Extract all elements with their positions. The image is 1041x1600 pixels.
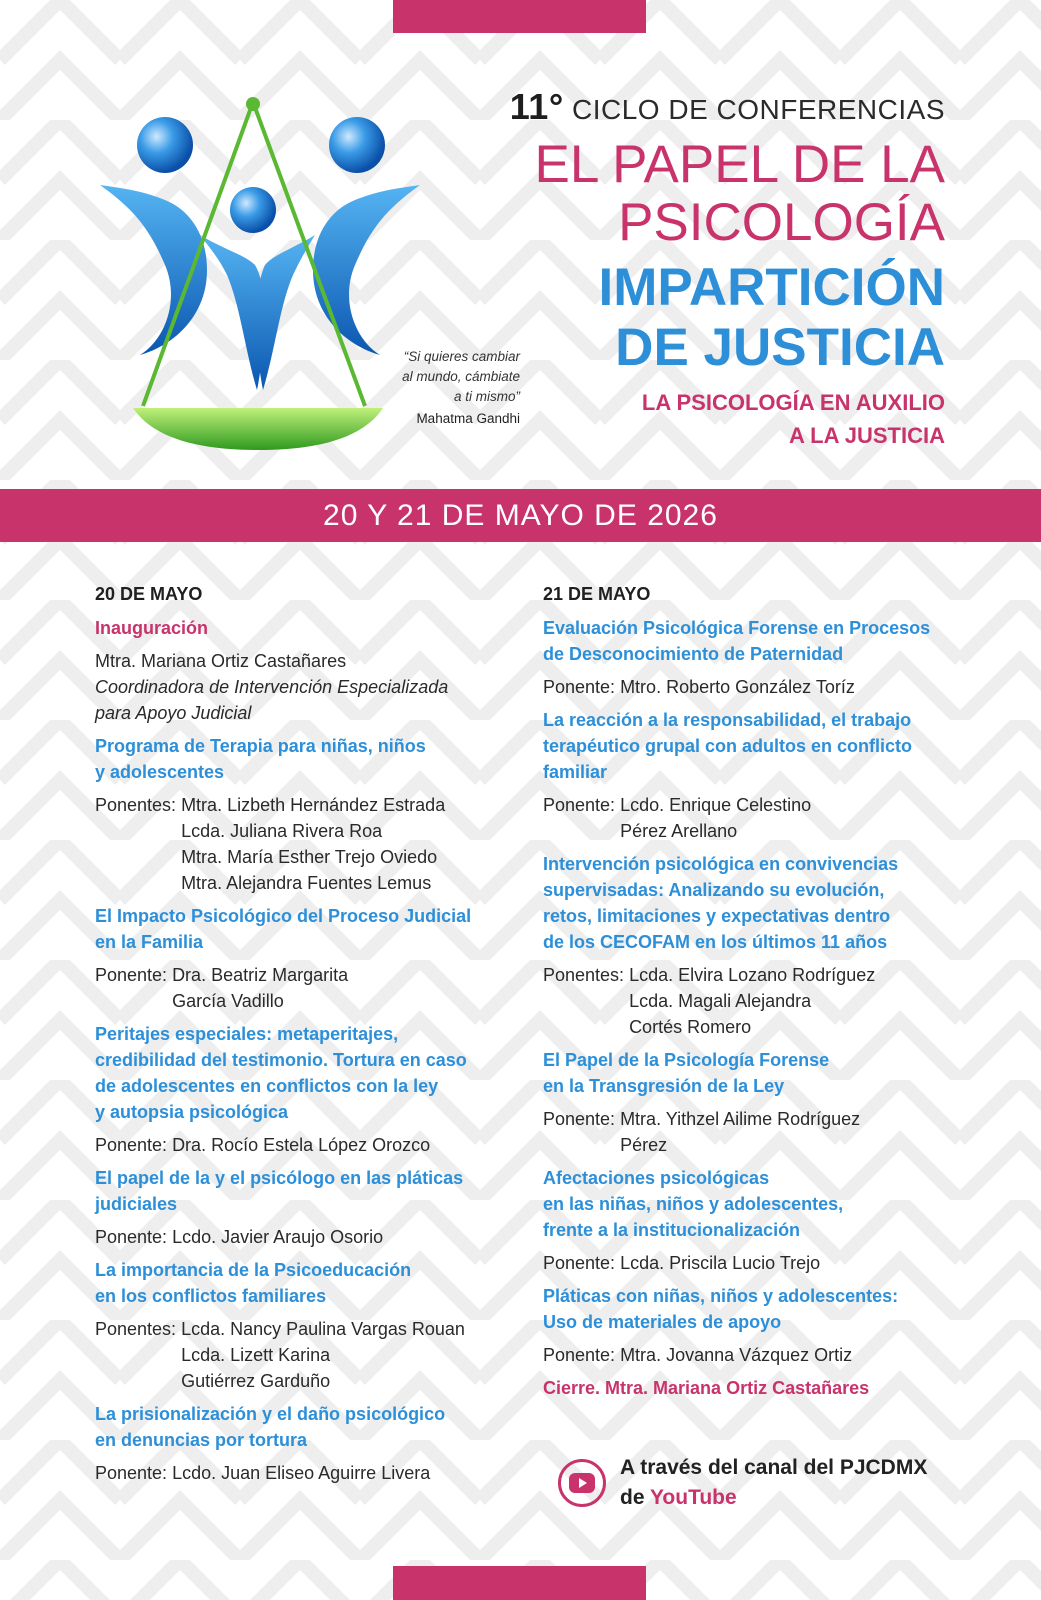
speaker-name: Mtra. Jovanna Vázquez Ortiz: [620, 1345, 853, 1365]
talk-title-line: en las niñas, niños y adolescentes,: [543, 1194, 844, 1214]
talk-item: [543, 615, 953, 700]
talk-title-line: en los conflictos familiares: [95, 1286, 327, 1306]
speaker-names: [615, 1342, 852, 1368]
day2-program: [543, 581, 953, 1401]
speaker-name: Lcdo. Juan Eliseo Aguirre Livera: [172, 1463, 431, 1483]
quote-line: “Si quieres cambiar: [403, 349, 520, 364]
talk-item: [543, 1047, 953, 1158]
day1-program: [95, 581, 515, 1493]
subtitle-line: LA PSICOLOGÍA EN AUXILIO: [641, 390, 945, 415]
talk-title: [543, 1283, 953, 1335]
speaker-label: Ponente:: [543, 1253, 616, 1273]
speaker-block: [95, 1460, 515, 1486]
talk-item: [95, 1257, 515, 1394]
speaker-block: [543, 962, 953, 1040]
opening-title: Inauguración: [95, 618, 209, 638]
talk-title-line: en la Familia: [95, 932, 204, 952]
speaker-name: Lcdo. Enrique Celestino: [620, 795, 812, 815]
talk-list: [95, 733, 515, 1486]
quote-author: Mahatma Gandhi: [416, 411, 520, 426]
opening-speaker: [95, 648, 515, 726]
day-heading: 21 DE MAYO: [543, 584, 651, 604]
quote-line: a ti mismo”: [453, 389, 520, 404]
speaker-names: [167, 1224, 383, 1250]
talk-title-line: Peritajes especiales: metaperitajes,: [95, 1024, 399, 1044]
talk-title-line: de Desconocimiento de Paternidad: [543, 644, 844, 664]
speaker-label: Ponente:: [543, 795, 616, 815]
speaker-name: Lcda. Lizett Karina: [181, 1345, 331, 1365]
talk-item: [95, 1021, 515, 1158]
speaker-name: Mtra. Alejandra Fuentes Lemus: [181, 873, 432, 893]
talk-item: [95, 1165, 515, 1250]
speaker-block: [95, 1316, 515, 1394]
subtitle: [425, 386, 945, 452]
speaker-names: [615, 1250, 820, 1276]
talk-title-line: de adolescentes en conflictos con la ley: [95, 1076, 439, 1096]
speaker-label: Ponentes:: [95, 795, 177, 815]
speaker-block: [95, 962, 515, 1014]
youtube-line: [620, 1483, 927, 1513]
youtube-play-icon[interactable]: [558, 1459, 606, 1507]
speaker-name: Pérez: [620, 1135, 668, 1155]
speaker-label: Ponente:: [95, 1463, 168, 1483]
title-pink: [425, 136, 945, 252]
title-blue: [425, 258, 945, 378]
talk-title-line: Uso de materiales de apoyo: [543, 1312, 782, 1332]
speaker-name: Lcdo. Javier Araujo Osorio: [172, 1227, 384, 1247]
speaker-role: Coordinadora de Intervención Especializada: [95, 677, 449, 697]
closing-line: Cierre. Mtra. Mariana Ortiz Castañares: [543, 1378, 870, 1398]
talk-title-line: y adolescentes: [95, 762, 225, 782]
youtube-line: A través del canal del PJCDMX: [620, 1456, 928, 1479]
talk-title: [95, 1021, 515, 1125]
speaker-name: Dra. Rocío Estela López Orozco: [172, 1135, 431, 1155]
speaker-name: Mtra. María Esther Trejo Oviedo: [181, 847, 438, 867]
speaker-names: [615, 792, 811, 844]
talk-title-line: retos, limitaciones y expectativas dentro: [543, 906, 891, 926]
title-line: PSICOLOGÍA: [618, 193, 945, 252]
talk-title-line: La prisionalización y el daño psicológico: [95, 1404, 446, 1424]
speaker-block: [543, 792, 953, 844]
talk-title-line: frente a la institucionalización: [543, 1220, 801, 1240]
talk-title-line: judiciales: [95, 1194, 178, 1214]
speaker-name: García Vadillo: [172, 991, 284, 1011]
talk-title-line: en la Transgresión de la Ley: [543, 1076, 785, 1096]
speaker-name: Lcda. Juliana Rivera Roa: [181, 821, 383, 841]
speaker-label: Ponentes:: [95, 1319, 177, 1339]
talk-item: [543, 707, 953, 844]
speaker-label: Ponente:: [543, 1109, 616, 1129]
speaker-names: [624, 962, 875, 1040]
speaker-name: Mtra. Mariana Ortiz Castañares: [95, 651, 347, 671]
talk-item: [95, 1401, 515, 1486]
speaker-block: [543, 1106, 953, 1158]
talk-title-line: El Papel de la Psicología Forense: [543, 1050, 830, 1070]
speaker-names: [167, 1132, 430, 1158]
edition-label: CICLO DE CONFERENCIAS: [572, 94, 945, 125]
speaker-block: [95, 1132, 515, 1158]
speaker-role: para Apoyo Judicial: [95, 703, 252, 723]
talk-title-line: supervisadas: Analizando su evolución,: [543, 880, 885, 900]
speaker-block: [543, 674, 953, 700]
speaker-name: Pérez Arellano: [620, 821, 738, 841]
speaker-names: [167, 1460, 430, 1486]
talk-title: [543, 615, 953, 667]
speaker-name: Mtra. Lizbeth Hernández Estrada: [181, 795, 446, 815]
talk-title-line: La importancia de la Psicoeducación: [95, 1260, 412, 1280]
talk-title-line: familiar: [543, 762, 608, 782]
bottom-accent-tab: [393, 1566, 646, 1600]
talk-title: [95, 1165, 515, 1217]
talk-item: [543, 1283, 953, 1368]
speaker-names: [176, 1316, 465, 1394]
talk-title-line: y autopsia psicológica: [95, 1102, 289, 1122]
talk-item: [543, 851, 953, 1040]
speaker-label: Ponente:: [95, 1227, 168, 1247]
speaker-name: Lcda. Elvira Lozano Rodríguez: [629, 965, 876, 985]
talk-title-line: Intervención psicológica en convivencias: [543, 854, 899, 874]
speaker-names: [176, 792, 445, 896]
talk-title-line: credibilidad del testimonio. Tortura en caso: [95, 1050, 467, 1070]
youtube-brand: YouTube: [649, 1486, 737, 1509]
title-line: DE JUSTICIA: [615, 318, 945, 377]
talk-title-line: terapéutico grupal con adultos en conflicto: [543, 736, 913, 756]
speaker-block: [95, 792, 515, 896]
speaker-name: Dra. Beatriz Margarita: [172, 965, 349, 985]
talk-list: [543, 615, 953, 1368]
title-line: IMPARTICIÓN: [598, 258, 945, 317]
talk-title: [95, 1401, 515, 1453]
talk-title: [543, 707, 953, 785]
speaker-block: [95, 1224, 515, 1250]
event-date-band: 20 Y 21 DE MAYO DE 2026: [0, 489, 1041, 542]
talk-title-line: Pláticas con niñas, niños y adolescentes:: [543, 1286, 899, 1306]
talk-title-line: de los CECOFAM en los últimos 11 años: [543, 932, 888, 952]
talk-title-line: La reacción a la responsabilidad, el trabajo: [543, 710, 912, 730]
speaker-label: Ponente:: [543, 677, 616, 697]
talk-title: [95, 903, 515, 955]
talk-title: [543, 1165, 953, 1243]
speaker-name: Lcda. Priscila Lucio Trejo: [620, 1253, 821, 1273]
talk-title-line: Evaluación Psicológica Forense en Procesos: [543, 618, 931, 638]
title-line: EL PAPEL DE LA: [534, 135, 945, 194]
talk-title: [95, 733, 515, 785]
speaker-name: Mtra. Yithzel Ailime Rodríguez: [620, 1109, 861, 1129]
speaker-name: Lcda. Nancy Paulina Vargas Rouan: [181, 1319, 465, 1339]
subtitle-line: A LA JUSTICIA: [788, 423, 945, 448]
quote-line: al mundo, cámbiate: [402, 369, 520, 384]
talk-title-line: Programa de Terapia para niñas, niños: [95, 736, 426, 756]
talk-title-line: en denuncias por tortura: [95, 1430, 308, 1450]
speaker-block: [543, 1342, 953, 1368]
talk-title: [95, 1257, 515, 1309]
speaker-name: Cortés Romero: [629, 1017, 752, 1037]
talk-item: [95, 733, 515, 896]
top-accent-tab: [393, 0, 646, 33]
talk-title: [543, 851, 953, 955]
youtube-prefix: de: [620, 1486, 645, 1509]
speaker-names: [615, 674, 855, 700]
speaker-name: Gutiérrez Garduño: [181, 1371, 331, 1391]
talk-title-line: El papel de la y el psicólogo en las pláticas: [95, 1168, 464, 1188]
speaker-name: Mtro. Roberto González Toríz: [620, 677, 855, 697]
speaker-names: [167, 962, 348, 1014]
speaker-label: Ponentes:: [543, 965, 625, 985]
talk-title-line: Afectaciones psicológicas: [543, 1168, 770, 1188]
talk-item: [543, 1165, 953, 1276]
day-heading: 20 DE MAYO: [95, 584, 203, 604]
talk-title-line: El Impacto Psicológico del Proceso Judicial: [95, 906, 472, 926]
speaker-names: [615, 1106, 860, 1158]
speaker-label: Ponente:: [95, 965, 168, 985]
poster-header: [425, 86, 945, 452]
edition-line: [425, 86, 945, 128]
speaker-label: Ponente:: [95, 1135, 168, 1155]
speaker-name: Lcda. Magali Alejandra: [629, 991, 812, 1011]
speaker-block: [543, 1250, 953, 1276]
talk-item: [95, 903, 515, 1014]
speaker-label: Ponente:: [543, 1345, 616, 1365]
edition-number: 11°: [509, 86, 564, 127]
youtube-channel-callout[interactable]: [558, 1453, 927, 1513]
youtube-text: [620, 1453, 927, 1513]
talk-title: [543, 1047, 953, 1099]
